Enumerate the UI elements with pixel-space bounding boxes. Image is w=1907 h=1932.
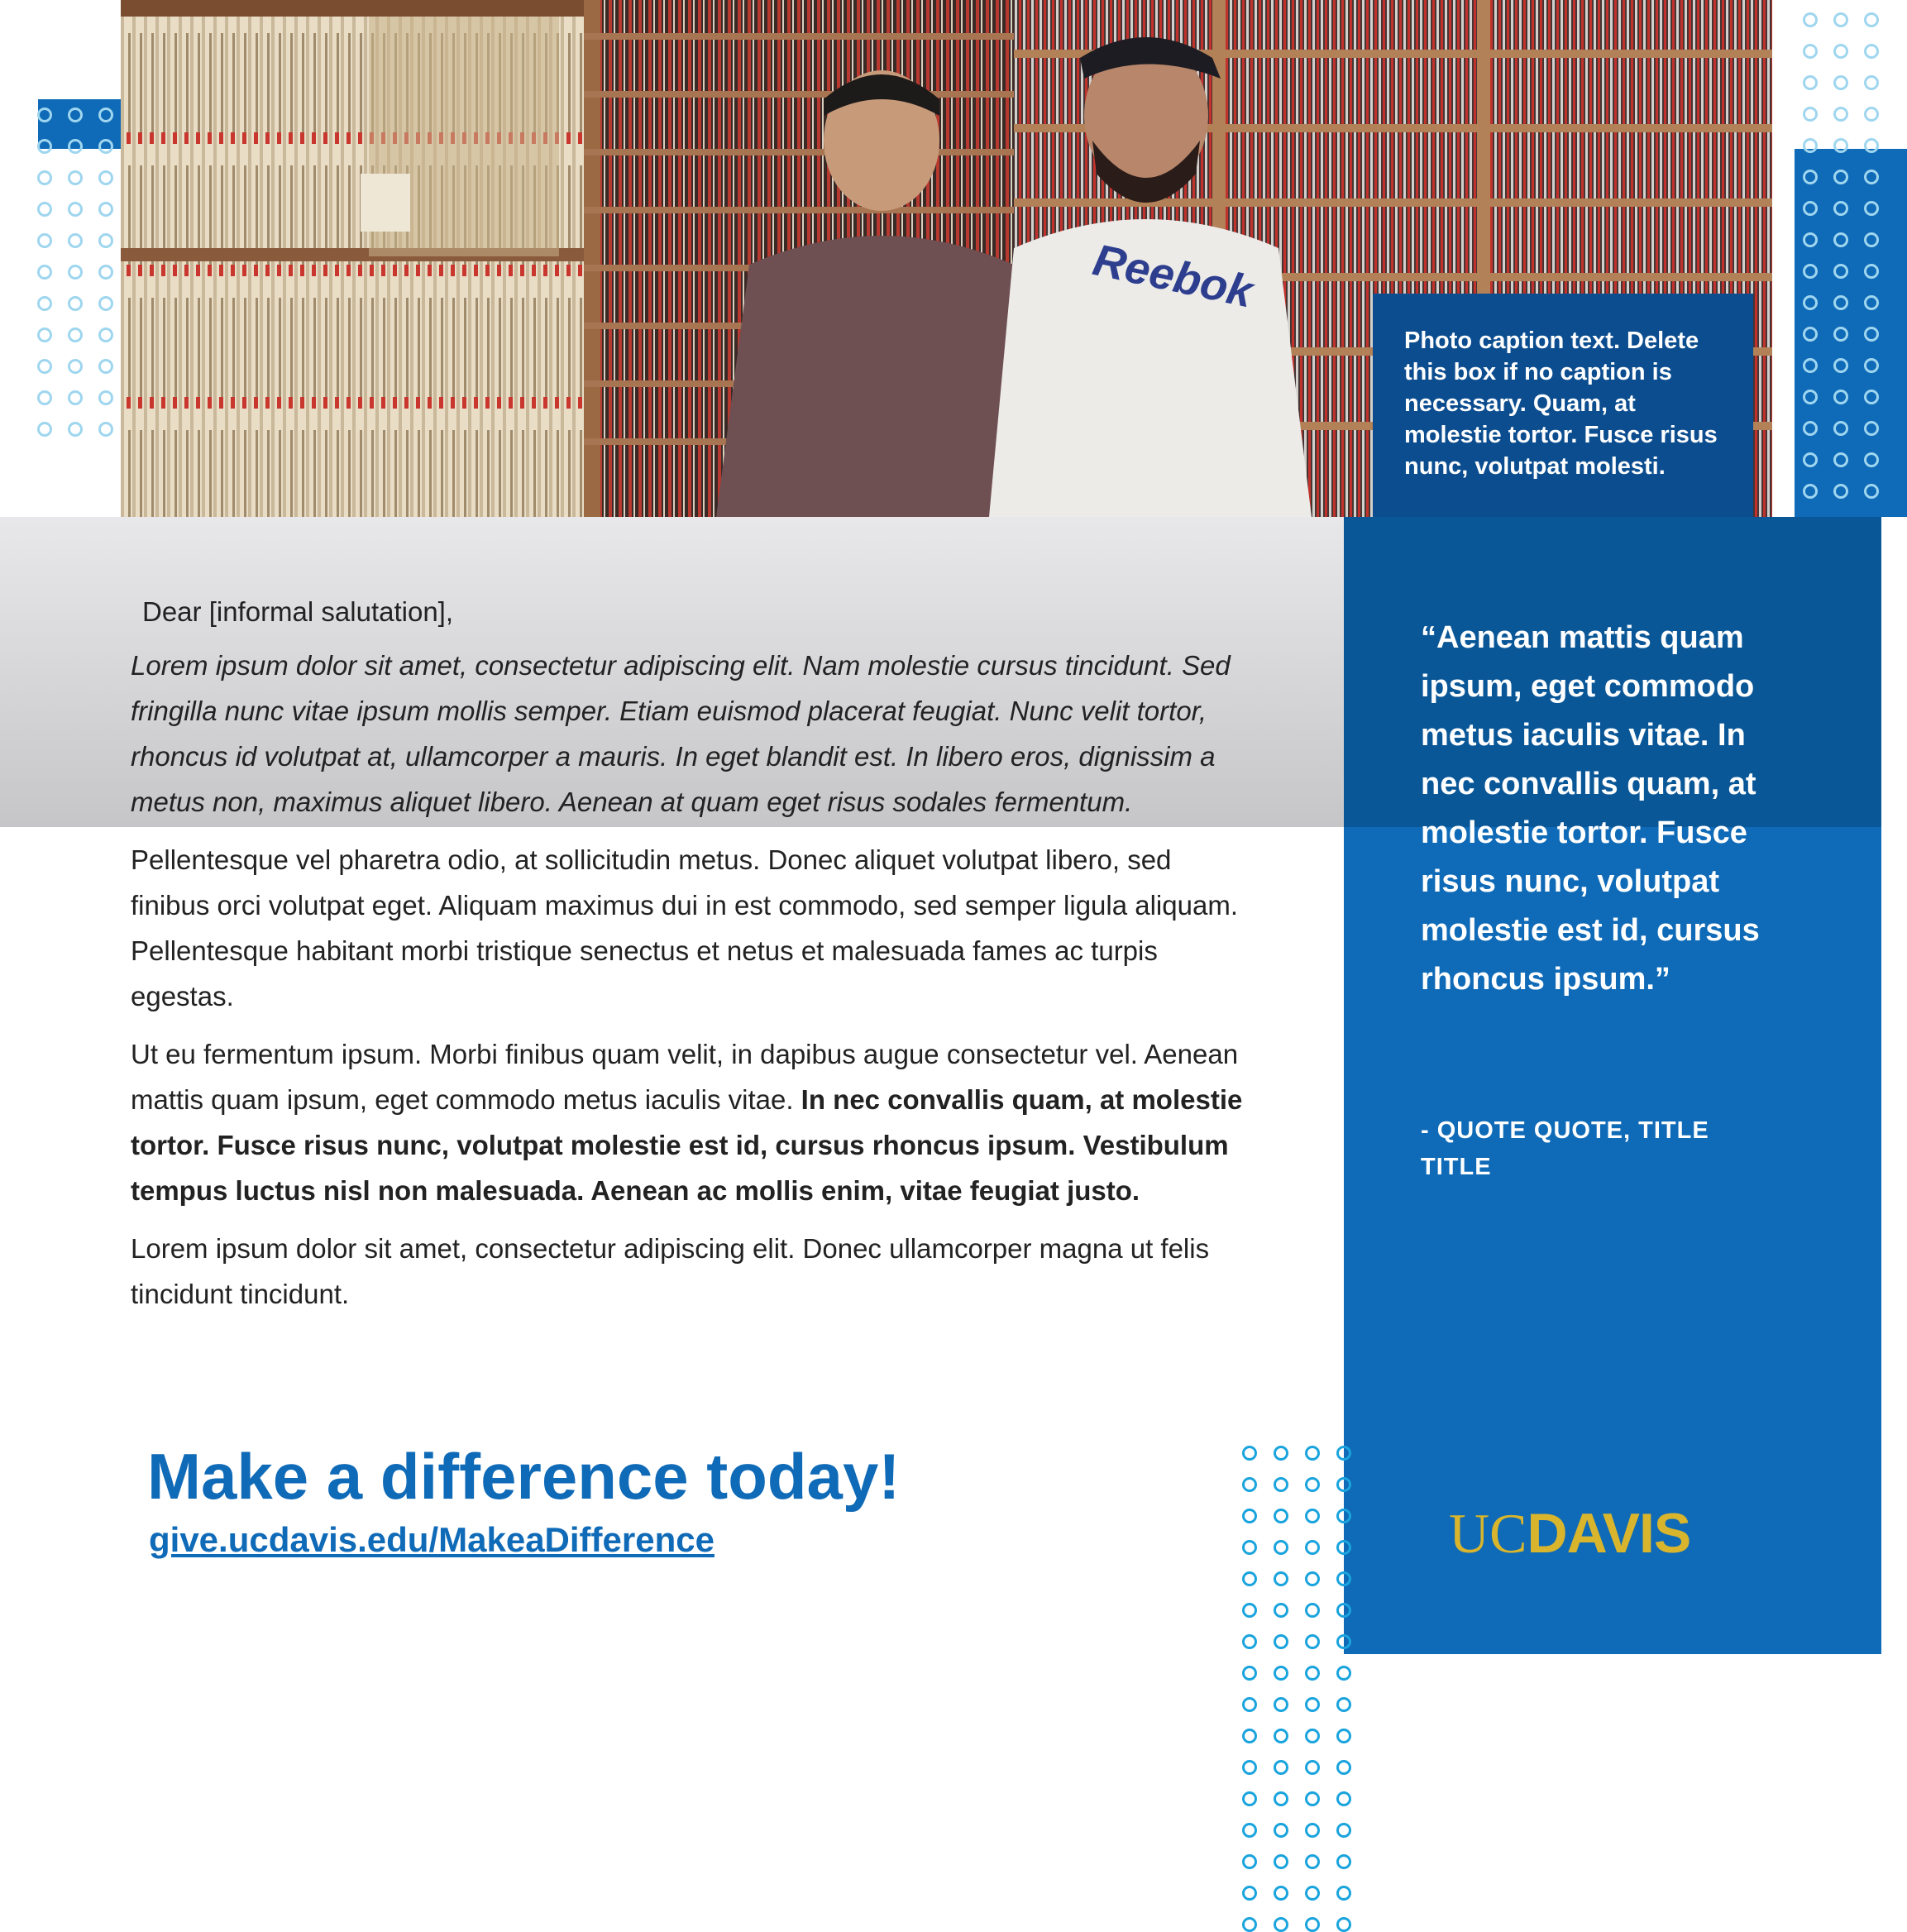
paragraph-4: Lorem ipsum dolor sit amet, consectetur adipiscing elit. Donec ullamcorper magna ut felis tincidunt tincidunt. xyxy=(131,1233,1210,1309)
logo-uc: UC xyxy=(1449,1502,1527,1565)
quote-attribution: - QUOTE QUOTE, TITLE TITLE xyxy=(1421,1117,1709,1180)
letter-body xyxy=(131,589,1247,1329)
photo-caption: Photo caption text. Delete this box if no caption is necessary. Quam, at molestie tortor. Fusce risus nunc, volutpat molesti. xyxy=(1373,294,1753,517)
pull-quote: “Aenean mattis quam ipsum, eget commodo metus iaculis vitae. In nec convallis quam, at molestie tortor. Fusce risus nunc, volutpat molestie est id, cursus rhoncus ipsum.” xyxy=(1421,620,1760,997)
donation-link[interactable]: give.ucdavis.edu/MakeaDifference xyxy=(149,1520,715,1559)
salutation: Dear [informal salutation], xyxy=(142,596,454,627)
paragraph-3-text: Ut eu fermentum ipsum. Morbi finibus quam velit, in dapibus augue consectetur vel. Aenean mattis quam ipsum, eget commodo metus iaculis vitae. xyxy=(131,1039,1239,1115)
paragraph-3 xyxy=(131,1031,1247,1213)
paragraph-3-bold: In nec convallis quam, at molestie tortor. Fusce risus nunc, volutpat molestie est id, cursus rhoncus ipsum. Vestibulum tempus luctus nisl non malesuada. Aenean ac mollis enim, vitae feugiat justo. xyxy=(131,1084,1243,1206)
dot-pattern-top-right xyxy=(1803,12,1879,499)
svg-text:Reebok: Reebok xyxy=(1088,235,1258,318)
logo-davis: DAVIS xyxy=(1527,1502,1691,1565)
dot-pattern-left xyxy=(37,108,113,437)
paragraph-1: Lorem ipsum dolor sit amet, consectetur adipiscing elit. Nam molestie cursus tincidunt. Sed fringilla nunc vitae ipsum mollis semper. Etiam euismod placerat feugiat. Nunc velit tortor, rhoncus id volutpat at, ullamcorper a mauris. In eget blandit est. In libero eros, dignissim a metus non, maximus aliquet libero. Aenean at quam eget risus sodales fermentum. xyxy=(131,650,1231,817)
cta-heading: Make a difference today! xyxy=(147,1440,901,1513)
paragraph-2: Pellentesque vel pharetra odio, at sollicitudin metus. Donec aliquet volutpat libero, sed finibus orci volutpat eget. Aliquam maximus dui in est commodo, sed semper ligula aliquam. Pellentesque habitant morbi tristique senectus et netus et malesuada fames ac turpis egestas. xyxy=(131,844,1238,1011)
dot-pattern-bottom xyxy=(1242,1446,1351,1932)
ucdavis-logo xyxy=(1449,1501,1690,1566)
